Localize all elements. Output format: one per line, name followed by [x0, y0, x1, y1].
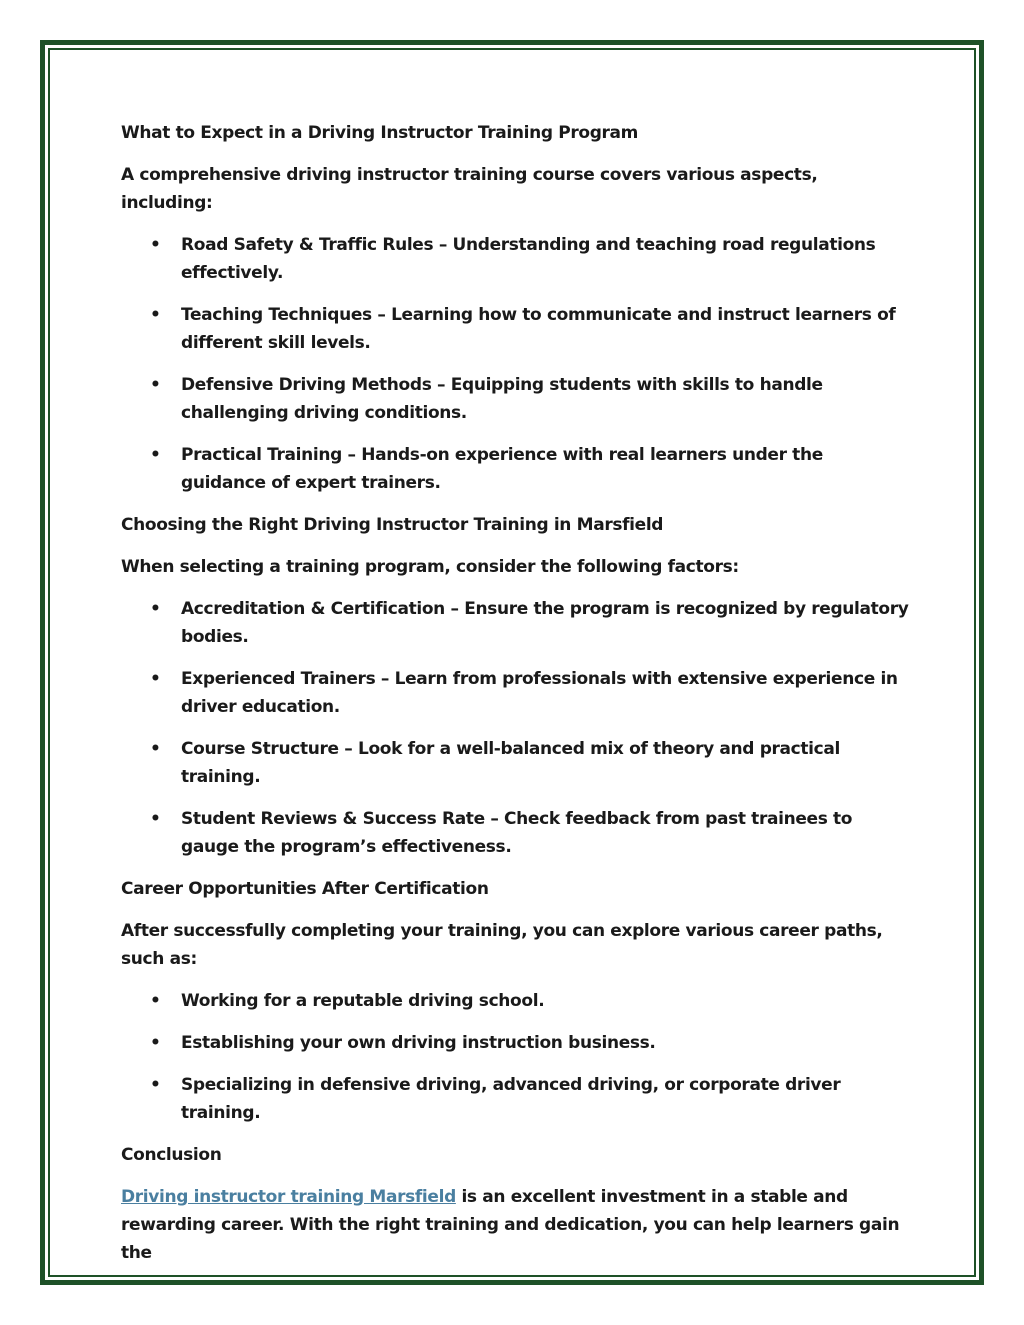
list-item [121, 1029, 911, 1057]
section-intro: After successfully completing your training, you can explore various career paths, such as: [121, 921, 883, 969]
list-item-text: Road Safety & Traffic Rules – Understanding and teaching road regulations effectively. [181, 235, 876, 283]
list-item [121, 595, 911, 651]
section-heading: Career Opportunities After Certification [121, 879, 489, 899]
list-item [121, 665, 911, 721]
section-heading: Conclusion [121, 1145, 222, 1165]
list-item-text: Practical Training – Hands-on experience with real learners under the guidance of expert trainers. [181, 445, 823, 493]
bullet-icon: • [150, 445, 161, 465]
document-body [121, 119, 911, 1281]
list-item-text: Experienced Trainers – Learn from professionals with extensive experience in driver education. [181, 669, 898, 717]
list-item [121, 987, 911, 1015]
list-item-text: Student Reviews & Success Rate – Check feedback from past trainees to gauge the program’s effectiveness. [181, 809, 853, 857]
bullet-icon: • [150, 809, 161, 829]
section-heading: Choosing the Right Driving Instructor Training in Marsfield [121, 515, 664, 535]
bullet-icon: • [150, 669, 161, 689]
bullet-list [121, 987, 911, 1127]
list-item-text: Specializing in defensive driving, advanced driving, or corporate driver training. [181, 1075, 841, 1123]
bullet-icon: • [150, 235, 161, 255]
driving-instructor-training-link[interactable]: Driving instructor training Marsfield [121, 1187, 456, 1207]
bullet-icon: • [150, 1033, 161, 1053]
list-item [121, 735, 911, 791]
section-intro: A comprehensive driving instructor training course covers various aspects, including: [121, 165, 818, 213]
section-heading: What to Expect in a Driving Instructor Training Program [121, 123, 639, 143]
conclusion-paragraph [121, 1183, 911, 1267]
list-item [121, 441, 911, 497]
list-item [121, 231, 911, 287]
bullet-list [121, 231, 911, 497]
bullet-list [121, 595, 911, 861]
list-item [121, 805, 911, 861]
bullet-icon: • [150, 1075, 161, 1095]
list-item-text: Working for a reputable driving school. [181, 991, 545, 1011]
bullet-icon: • [150, 739, 161, 759]
list-item [121, 371, 911, 427]
list-item-text: Defensive Driving Methods – Equipping students with skills to handle challenging driving conditions. [181, 375, 823, 423]
bullet-icon: • [150, 991, 161, 1011]
section-intro: When selecting a training program, consider the following factors: [121, 557, 739, 577]
list-item-text: Teaching Techniques – Learning how to communicate and instruct learners of different skill levels. [181, 305, 896, 353]
list-item-text: Establishing your own driving instruction business. [181, 1033, 656, 1053]
list-item-text: Course Structure – Look for a well-balanced mix of theory and practical training. [181, 739, 840, 787]
list-item [121, 1071, 911, 1127]
bullet-icon: • [150, 305, 161, 325]
list-item [121, 301, 911, 357]
bullet-icon: • [150, 375, 161, 395]
list-item-text: Accreditation & Certification – Ensure the program is recognized by regulatory bodies. [181, 599, 909, 647]
bullet-icon: • [150, 599, 161, 619]
conclusion-text: is an excellent investment in a stable and rewarding career. With the right training and dedication, you can help learners gain the [121, 1187, 900, 1263]
